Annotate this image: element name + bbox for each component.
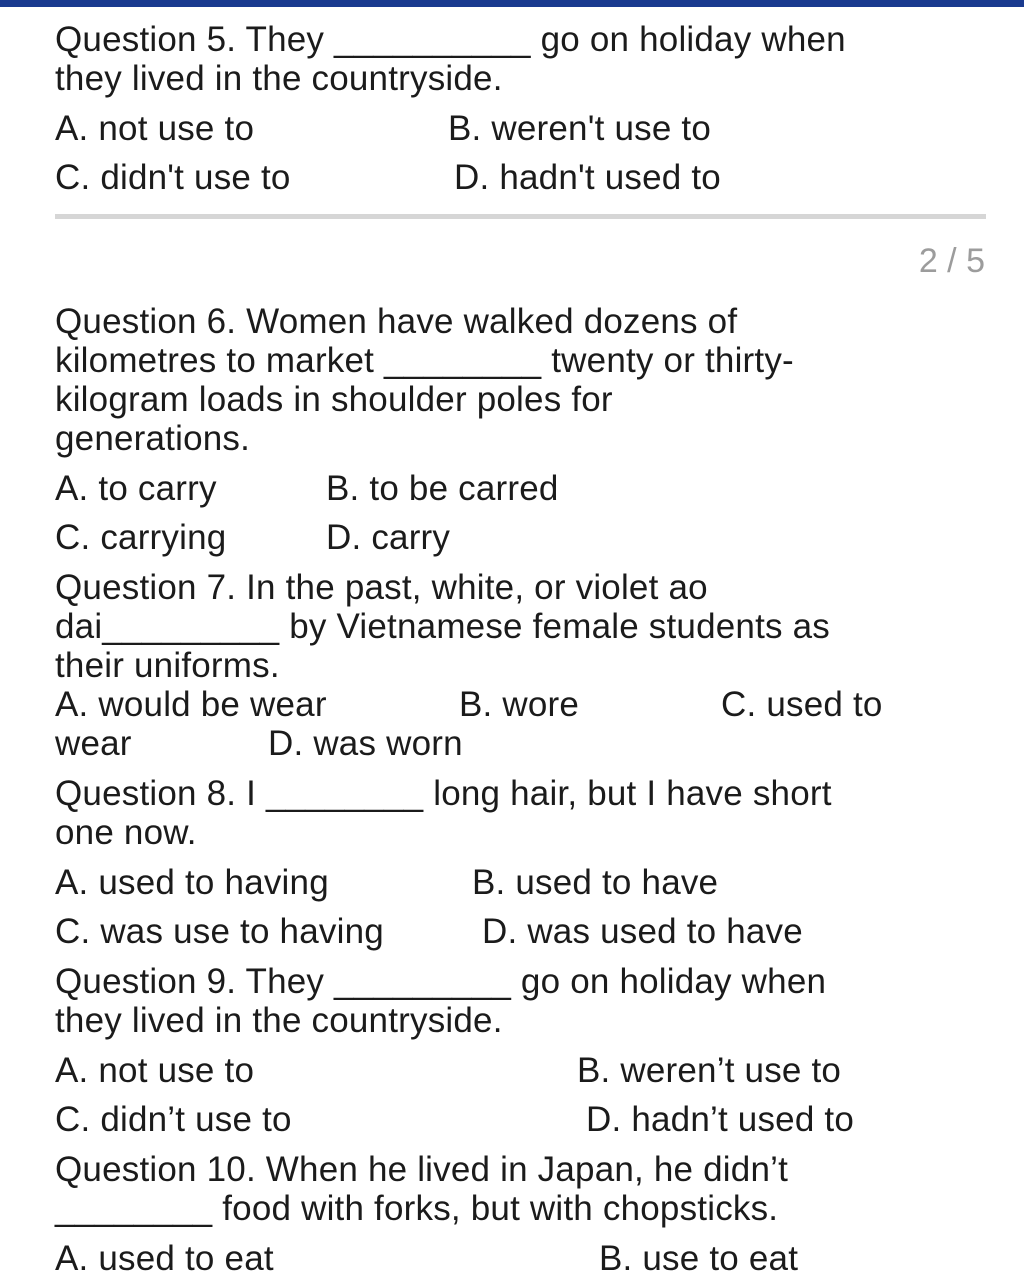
question-7-text-line-3: their uniforms. xyxy=(55,646,280,685)
top-accent-bar xyxy=(0,0,1024,7)
question-7-text-line-1: Question 7. In the past, white, or violet ao xyxy=(55,568,708,607)
question-6-option-b: B. to be carred xyxy=(326,469,559,508)
question-10-text-line-1: Question 10. When he lived in Japan, he didn’t xyxy=(55,1150,789,1189)
question-6-text-line-1: Question 6. Women have walked dozens of xyxy=(55,302,738,341)
question-5-text-line-2: they lived in the countryside. xyxy=(55,59,503,98)
question-6-option-c: C. carrying xyxy=(55,518,227,557)
question-7-option-b: B. wore xyxy=(459,685,580,724)
question-9-option-c: C. didn’t use to xyxy=(55,1100,292,1139)
question-8-option-a: A. used to having xyxy=(55,863,329,902)
question-7-option-c-continued: wear xyxy=(55,724,132,763)
question-8-option-d: D. was used to have xyxy=(482,912,803,951)
question-9-text-line-2: they lived in the countryside. xyxy=(55,1001,503,1040)
question-5-option-b: B. weren't use to xyxy=(448,109,711,148)
question-5-option-a: A. not use to xyxy=(55,109,255,148)
question-6-option-a: A. to carry xyxy=(55,469,217,508)
question-6-text-line-2: kilometres to market ________ twenty or thirty- xyxy=(55,341,794,380)
question-10-option-a: A. used to eat xyxy=(55,1239,274,1278)
question-9-option-d: D. hadn’t used to xyxy=(586,1100,855,1139)
question-7-option-a: A. would be wear xyxy=(55,685,327,724)
question-7-option-d: D. was worn xyxy=(268,724,463,763)
question-6-option-d: D. carry xyxy=(326,518,451,557)
page-divider xyxy=(55,214,986,219)
question-10-option-b: B. use to eat xyxy=(599,1239,799,1278)
question-6-text-line-4: generations. xyxy=(55,419,251,458)
question-8-text-line-2: one now. xyxy=(55,813,197,852)
question-9-text-line-1: Question 9. They _________ go on holiday when xyxy=(55,962,827,1001)
question-5-option-d: D. hadn't used to xyxy=(454,158,721,197)
question-5-text-line-1: Question 5. They __________ go on holiday when xyxy=(55,20,846,59)
question-7-option-c: C. used to xyxy=(721,685,883,724)
question-9-option-a: A. not use to xyxy=(55,1051,255,1090)
question-9-option-b: B. weren’t use to xyxy=(577,1051,842,1090)
question-8-text-line-1: Question 8. I ________ long hair, but I have short xyxy=(55,774,832,813)
question-8-option-c: C. was use to having xyxy=(55,912,384,951)
page-indicator: 2 / 5 xyxy=(918,242,985,280)
question-7-text-line-2: dai_________ by Vietnamese female students as xyxy=(55,607,831,646)
question-6-text-line-3: kilogram loads in shoulder poles for xyxy=(55,380,613,419)
question-10-text-line-2: ________ food with forks, but with chopsticks. xyxy=(55,1189,779,1228)
question-5-option-c: C. didn't use to xyxy=(55,158,291,197)
question-8-option-b: B. used to have xyxy=(472,863,719,902)
